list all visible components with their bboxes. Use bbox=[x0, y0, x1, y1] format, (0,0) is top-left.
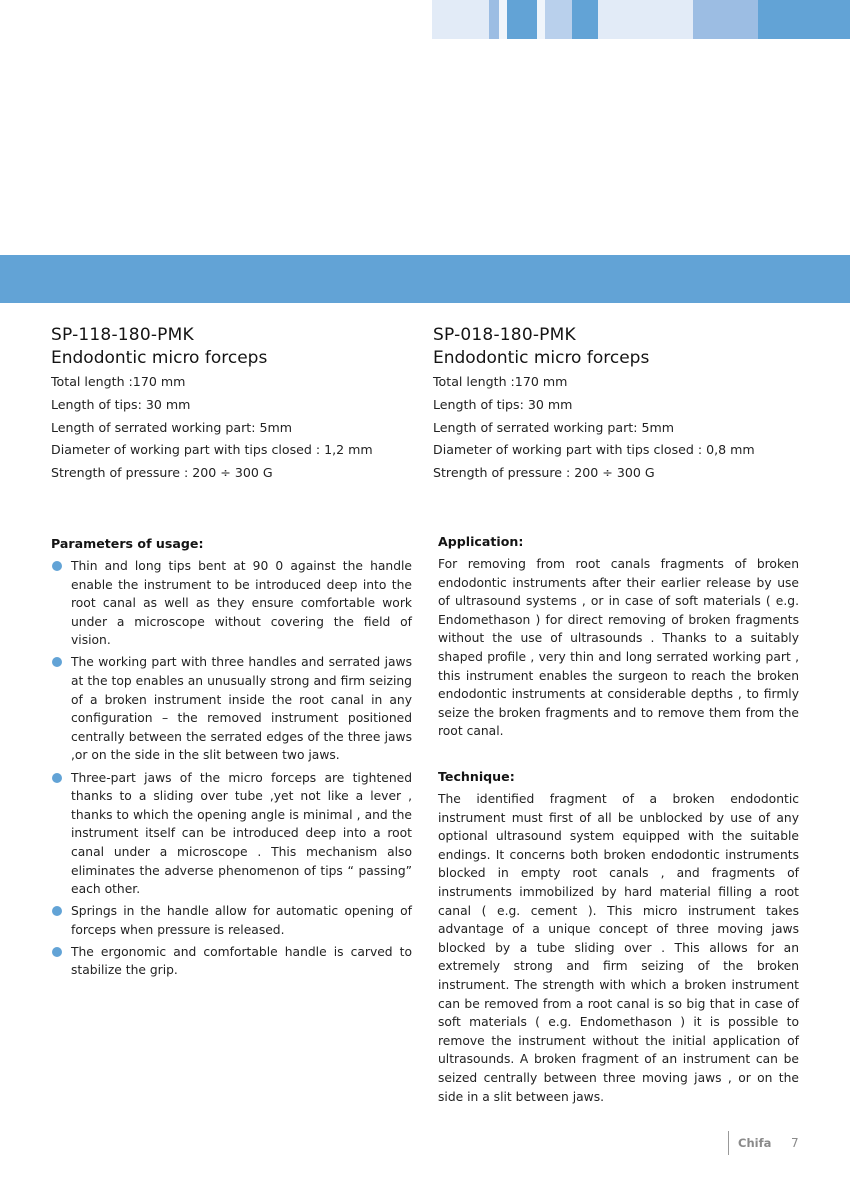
spec-total-length: Total length :170 mm bbox=[51, 374, 186, 389]
spec-tip-length: Length of tips: 30 mm bbox=[51, 396, 191, 412]
technique-text: The identified fragment of a broken endodontic instrument must first of all be unblocked by use of any optional ultrasound system equipped with the suitable endings. It concerns both broken endodontic instruments blocked in empty root canals , and fragments of instruments immobilized by hard material filling a root canal ( e.g. cement ). This micro instrument takes advantage of a unique concept of three moving jaws blocked by a tube sliding over . This allows for an extremely strong and firm seizing of the broken instrument. The strength with which a broken instrument can be removed from a root canal is so big that in case of soft materials ( e.g. Endomethason ) it is possible to remove the instrument without the initial application of ultrasounds. A broken fragment of an instrument can be seized centrally between three moving jaws , or on the side in a slit between jaws. bbox=[438, 792, 799, 1104]
technique-section bbox=[438, 768, 799, 1106]
list-item bbox=[51, 557, 412, 650]
bullet-icon bbox=[52, 657, 62, 667]
product-code: SP-018-180-PMK bbox=[433, 325, 576, 345]
list-item bbox=[51, 769, 412, 899]
spec-diameter: Diameter of working part with tips closed : 1,2 mm bbox=[51, 442, 373, 458]
bullet-icon bbox=[52, 906, 62, 916]
parameters-section bbox=[51, 535, 412, 984]
spec-pressure: Strength of pressure : 200 ÷ 300 G bbox=[433, 465, 655, 481]
list-item bbox=[51, 902, 412, 939]
bar-segment bbox=[545, 0, 572, 39]
bar-segment bbox=[507, 0, 537, 39]
list-item bbox=[51, 943, 412, 980]
bar-segment bbox=[432, 0, 489, 39]
bar-segment bbox=[572, 0, 598, 39]
bar-segment bbox=[693, 0, 758, 39]
page-number: 7 bbox=[791, 1136, 799, 1150]
spec-tip-length: Length of tips: 30 mm bbox=[433, 396, 573, 412]
product-code: SP-118-180-PMK bbox=[51, 325, 194, 345]
top-decorative-bar bbox=[0, 0, 850, 39]
application-heading: Application: bbox=[438, 534, 524, 549]
product-name: Endodontic micro forceps bbox=[51, 348, 268, 368]
bar-segment bbox=[537, 0, 545, 39]
product-name: Endodontic micro forceps bbox=[433, 348, 650, 368]
application-text: For removing from root canals fragments of broken endodontic instruments after their earlier release by use of ultrasound systems , or in case of soft materials ( e.g. Endomethason ) for direct removing of broken fragments without the use of ultrasounds . Thanks to a suitably shaped profile , very thin and long serrated working part , this instrument enables the surgeon to reach the broken endodontic instruments at considerable depths , to firmly seize the broken fragments and to remove them from the root canal. bbox=[438, 557, 799, 739]
product-spec-left bbox=[51, 324, 431, 485]
list-item bbox=[51, 653, 412, 765]
spec-total-length: Total length :170 mm bbox=[433, 374, 568, 389]
spec-diameter: Diameter of working part with tips closed : 0,8 mm bbox=[433, 442, 755, 458]
bar-segment bbox=[758, 0, 850, 39]
parameters-list bbox=[51, 557, 412, 980]
application-section bbox=[438, 533, 799, 741]
bullet-icon bbox=[52, 773, 62, 783]
list-item-text: Springs in the handle allow for automatic opening of forceps when pressure is released. bbox=[71, 904, 412, 937]
footer-divider bbox=[728, 1131, 729, 1155]
list-item-text: Three-part jaws of the micro forceps are tightened thanks to a sliding over tube ,yet not like a lever , thanks to which the opening angle is minimal , and the instrument itself can be introduced deep into a root canal under a microscope . This mechanism also eliminates the adverse phenomenon of tips “ passing” each other. bbox=[71, 770, 412, 897]
list-item-text: Thin and long tips bent at 90 0 against the handle enable the instrument to be introduced deep into the root canal as well as they ensure comfortable work under a microscope without covering the field of vision. bbox=[71, 559, 412, 648]
footer-brand: Chifa bbox=[738, 1136, 772, 1150]
spec-serrated-length: Length of serrated working part: 5mm bbox=[51, 419, 293, 435]
bullet-icon bbox=[52, 947, 62, 957]
parameters-heading: Parameters of usage: bbox=[51, 536, 204, 551]
product-spec-right bbox=[433, 324, 813, 485]
spec-pressure: Strength of pressure : 200 ÷ 300 G bbox=[51, 465, 273, 481]
bullet-icon bbox=[52, 561, 62, 571]
bar-segment bbox=[489, 0, 499, 39]
list-item-text: The working part with three handles and serrated jaws at the top enables an unusually strong and firm seizing of a broken instrument inside the root canal in any configuration – the removed instrument positioned centrally between the serrated edges of the three jaws ,or on the side in the slit between two jaws. bbox=[71, 655, 412, 763]
header-band bbox=[0, 255, 850, 303]
list-item-text: The ergonomic and comfortable handle is carved to stabilize the grip. bbox=[71, 944, 412, 978]
technique-heading: Technique: bbox=[438, 769, 515, 784]
spec-serrated-length: Length of serrated working part: 5mm bbox=[433, 419, 675, 435]
bar-segment bbox=[598, 0, 693, 39]
bar-segment bbox=[499, 0, 507, 39]
